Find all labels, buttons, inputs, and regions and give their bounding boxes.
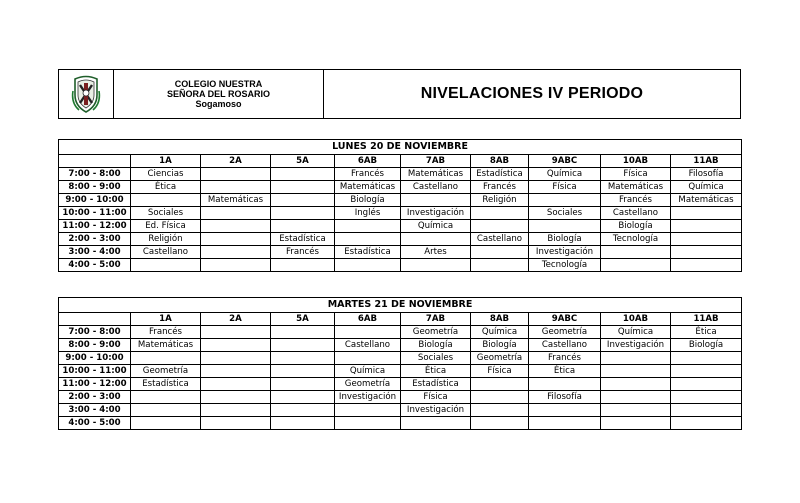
subject-cell (271, 326, 335, 339)
table-row (59, 365, 742, 378)
school-crest-logo (71, 73, 101, 115)
column-header: 11AB (671, 155, 742, 168)
table-row (59, 326, 742, 339)
subject-cell: Castellano (471, 233, 529, 246)
subject-cell: Química (335, 365, 401, 378)
document-title: NIVELACIONES IV PERIODO (420, 85, 644, 102)
subject-cell: Ética (131, 181, 201, 194)
subject-cell (471, 404, 529, 417)
subject-cell (671, 246, 742, 259)
subject-cell (201, 378, 271, 391)
day-title: MARTES 21 DE NOVIEMBRE (59, 298, 742, 313)
subject-cell: Investigación (401, 404, 471, 417)
subject-cell: Biología (401, 339, 471, 352)
subject-cell (471, 207, 529, 220)
subject-cell (401, 417, 471, 430)
subject-cell (131, 194, 201, 207)
subject-cell (131, 259, 201, 272)
column-header: 6AB (335, 313, 401, 326)
subject-cell: Investigación (529, 246, 601, 259)
column-header: 8AB (471, 313, 529, 326)
column-header: 8AB (471, 155, 529, 168)
column-header: 5A (271, 313, 335, 326)
subject-cell (335, 259, 401, 272)
time-slot: 10:00 - 11:00 (59, 365, 131, 378)
subject-cell (201, 246, 271, 259)
subject-cell (201, 207, 271, 220)
subject-cell (601, 404, 671, 417)
subject-cell (601, 259, 671, 272)
subject-cell: Química (529, 168, 601, 181)
subject-cell: Matemáticas (401, 168, 471, 181)
subject-cell: Francés (335, 168, 401, 181)
subject-cell (131, 391, 201, 404)
school-name-block (114, 70, 324, 118)
subject-cell: Estadística (335, 246, 401, 259)
subject-cell (401, 259, 471, 272)
subject-cell: Sociales (401, 352, 471, 365)
subject-cell (529, 220, 601, 233)
subject-cell (201, 391, 271, 404)
subject-cell (201, 352, 271, 365)
subject-cell (201, 233, 271, 246)
subject-cell (271, 168, 335, 181)
subject-cell: Estadística (401, 378, 471, 391)
subject-cell: Geometría (335, 378, 401, 391)
subject-cell (471, 220, 529, 233)
subject-cell: Religión (471, 194, 529, 207)
subject-cell: Investigación (401, 207, 471, 220)
time-slot: 8:00 - 9:00 (59, 339, 131, 352)
column-header: 7AB (401, 313, 471, 326)
time-slot: 2:00 - 3:00 (59, 391, 131, 404)
subject-cell: Matemáticas (131, 339, 201, 352)
subject-cell: Investigación (335, 391, 401, 404)
table-row (59, 168, 742, 181)
subject-cell: Ética (529, 365, 601, 378)
subject-cell (601, 365, 671, 378)
school-name-line1: COLEGIO NUESTRA (174, 79, 263, 89)
time-slot: 11:00 - 12:00 (59, 378, 131, 391)
subject-cell (401, 233, 471, 246)
time-slot: 3:00 - 4:00 (59, 404, 131, 417)
subject-cell: Física (529, 181, 601, 194)
subject-cell (471, 378, 529, 391)
subject-cell: Estadística (131, 378, 201, 391)
subject-cell: Tecnología (529, 259, 601, 272)
subject-cell (271, 352, 335, 365)
time-slot: 11:00 - 12:00 (59, 220, 131, 233)
subject-cell (671, 391, 742, 404)
subject-cell (529, 378, 601, 391)
subject-cell (601, 352, 671, 365)
time-slot: 9:00 - 10:00 (59, 352, 131, 365)
column-header: 9ABC (529, 155, 601, 168)
table-row (59, 339, 742, 352)
subject-cell (671, 404, 742, 417)
table-row (59, 207, 742, 220)
subject-cell: Castellano (401, 181, 471, 194)
subject-cell: Estadística (471, 168, 529, 181)
subject-cell (271, 181, 335, 194)
subject-cell: Geometría (401, 326, 471, 339)
column-header: 6AB (335, 155, 401, 168)
time-slot: 4:00 - 5:00 (59, 417, 131, 430)
time-slot: 8:00 - 9:00 (59, 181, 131, 194)
subject-cell: Ética (401, 365, 471, 378)
subject-cell (201, 339, 271, 352)
subject-cell (471, 417, 529, 430)
subject-cell: Francés (601, 194, 671, 207)
subject-cell (335, 220, 401, 233)
time-slot: 7:00 - 8:00 (59, 326, 131, 339)
subject-cell (529, 404, 601, 417)
subject-cell: Artes (401, 246, 471, 259)
subject-cell: Castellano (335, 339, 401, 352)
subject-cell (271, 378, 335, 391)
subject-cell (671, 207, 742, 220)
time-slot: 7:00 - 8:00 (59, 168, 131, 181)
subject-cell (335, 404, 401, 417)
subject-cell: Ciencias (131, 168, 201, 181)
day-title-row (59, 298, 742, 313)
subject-cell (271, 339, 335, 352)
subject-cell: Investigación (601, 339, 671, 352)
subject-cell: Matemáticas (201, 194, 271, 207)
column-header: 10AB (601, 155, 671, 168)
subject-cell (271, 417, 335, 430)
column-header: 10AB (601, 313, 671, 326)
subject-cell (201, 404, 271, 417)
subject-cell (201, 259, 271, 272)
column-header: 1A (131, 313, 201, 326)
subject-cell (201, 417, 271, 430)
subject-cell: Química (671, 181, 742, 194)
subject-cell (471, 391, 529, 404)
subject-cell: Matemáticas (671, 194, 742, 207)
subject-cell (201, 365, 271, 378)
subject-cell: Filosofía (671, 168, 742, 181)
time-slot: 4:00 - 5:00 (59, 259, 131, 272)
school-name-line2: SEÑORA DEL ROSARIO (166, 89, 270, 99)
table-row (59, 259, 742, 272)
subject-cell: Francés (131, 326, 201, 339)
subject-cell: Biología (671, 339, 742, 352)
subject-cell (271, 404, 335, 417)
subject-cell (671, 233, 742, 246)
time-slot: 10:00 - 11:00 (59, 207, 131, 220)
column-header: 9ABC (529, 313, 601, 326)
subject-cell (471, 246, 529, 259)
subject-cell: Biología (601, 220, 671, 233)
subject-cell: Filosofía (529, 391, 601, 404)
column-header: 11AB (671, 313, 742, 326)
column-header-row (59, 313, 742, 326)
subject-cell (671, 417, 742, 430)
logo-cell (59, 70, 114, 118)
table-row (59, 220, 742, 233)
subject-cell: Estadística (271, 233, 335, 246)
subject-cell (131, 417, 201, 430)
subject-cell: Francés (529, 352, 601, 365)
table-row (59, 181, 742, 194)
table-row (59, 404, 742, 417)
table-row (59, 391, 742, 404)
subject-cell: Ética (671, 326, 742, 339)
subject-cell: Química (471, 326, 529, 339)
corner-cell (59, 313, 131, 326)
subject-cell: Biología (529, 233, 601, 246)
table-row (59, 378, 742, 391)
column-header: 2A (201, 313, 271, 326)
subject-cell: Castellano (601, 207, 671, 220)
subject-cell: Castellano (529, 339, 601, 352)
subject-cell (601, 378, 671, 391)
time-slot: 3:00 - 4:00 (59, 246, 131, 259)
subject-cell: Biología (471, 339, 529, 352)
column-header: 7AB (401, 155, 471, 168)
subject-cell (471, 259, 529, 272)
schedule-table-tuesday (58, 297, 742, 430)
subject-cell (201, 326, 271, 339)
subject-cell: Castellano (131, 246, 201, 259)
subject-cell (131, 352, 201, 365)
subject-cell (271, 391, 335, 404)
table-row (59, 417, 742, 430)
subject-cell (201, 181, 271, 194)
table-row (59, 352, 742, 365)
subject-cell: Religión (131, 233, 201, 246)
subject-cell: Química (401, 220, 471, 233)
subject-cell (671, 352, 742, 365)
corner-cell (59, 155, 131, 168)
subject-cell (271, 194, 335, 207)
subject-cell (335, 233, 401, 246)
subject-cell (271, 365, 335, 378)
subject-cell (671, 220, 742, 233)
time-slot: 2:00 - 3:00 (59, 233, 131, 246)
column-header: 5A (271, 155, 335, 168)
subject-cell: Matemáticas (601, 181, 671, 194)
table-row (59, 233, 742, 246)
subject-cell: Sociales (529, 207, 601, 220)
subject-cell (529, 194, 601, 207)
school-city: Sogamoso (195, 99, 242, 109)
subject-cell (529, 417, 601, 430)
subject-cell (271, 259, 335, 272)
subject-cell (271, 207, 335, 220)
column-header: 1A (131, 155, 201, 168)
subject-cell: Física (601, 168, 671, 181)
subject-cell: Geometría (529, 326, 601, 339)
subject-cell (671, 378, 742, 391)
subject-cell: Francés (271, 246, 335, 259)
day-title-row (59, 140, 742, 155)
subject-cell (271, 220, 335, 233)
subject-cell (671, 259, 742, 272)
subject-cell (131, 404, 201, 417)
subject-cell (601, 391, 671, 404)
subject-cell (671, 365, 742, 378)
subject-cell: Sociales (131, 207, 201, 220)
subject-cell: Francés (471, 181, 529, 194)
column-header-row (59, 155, 742, 168)
subject-cell: Física (401, 391, 471, 404)
table-row (59, 246, 742, 259)
subject-cell: Tecnología (601, 233, 671, 246)
subject-cell (601, 417, 671, 430)
subject-cell: Biología (335, 194, 401, 207)
subject-cell (335, 326, 401, 339)
subject-cell (401, 194, 471, 207)
subject-cell (335, 352, 401, 365)
subject-cell: Inglés (335, 207, 401, 220)
document-header (58, 69, 741, 119)
time-slot: 9:00 - 10:00 (59, 194, 131, 207)
subject-cell (601, 246, 671, 259)
subject-cell (201, 168, 271, 181)
subject-cell: Física (471, 365, 529, 378)
subject-cell: Química (601, 326, 671, 339)
subject-cell: Ed. Física (131, 220, 201, 233)
subject-cell: Geometría (131, 365, 201, 378)
subject-cell: Matemáticas (335, 181, 401, 194)
subject-cell (335, 417, 401, 430)
table-row (59, 194, 742, 207)
subject-cell: Geometría (471, 352, 529, 365)
schedule-table-monday (58, 139, 742, 272)
day-title: LUNES 20 DE NOVIEMBRE (59, 140, 742, 155)
column-header: 2A (201, 155, 271, 168)
subject-cell (201, 220, 271, 233)
